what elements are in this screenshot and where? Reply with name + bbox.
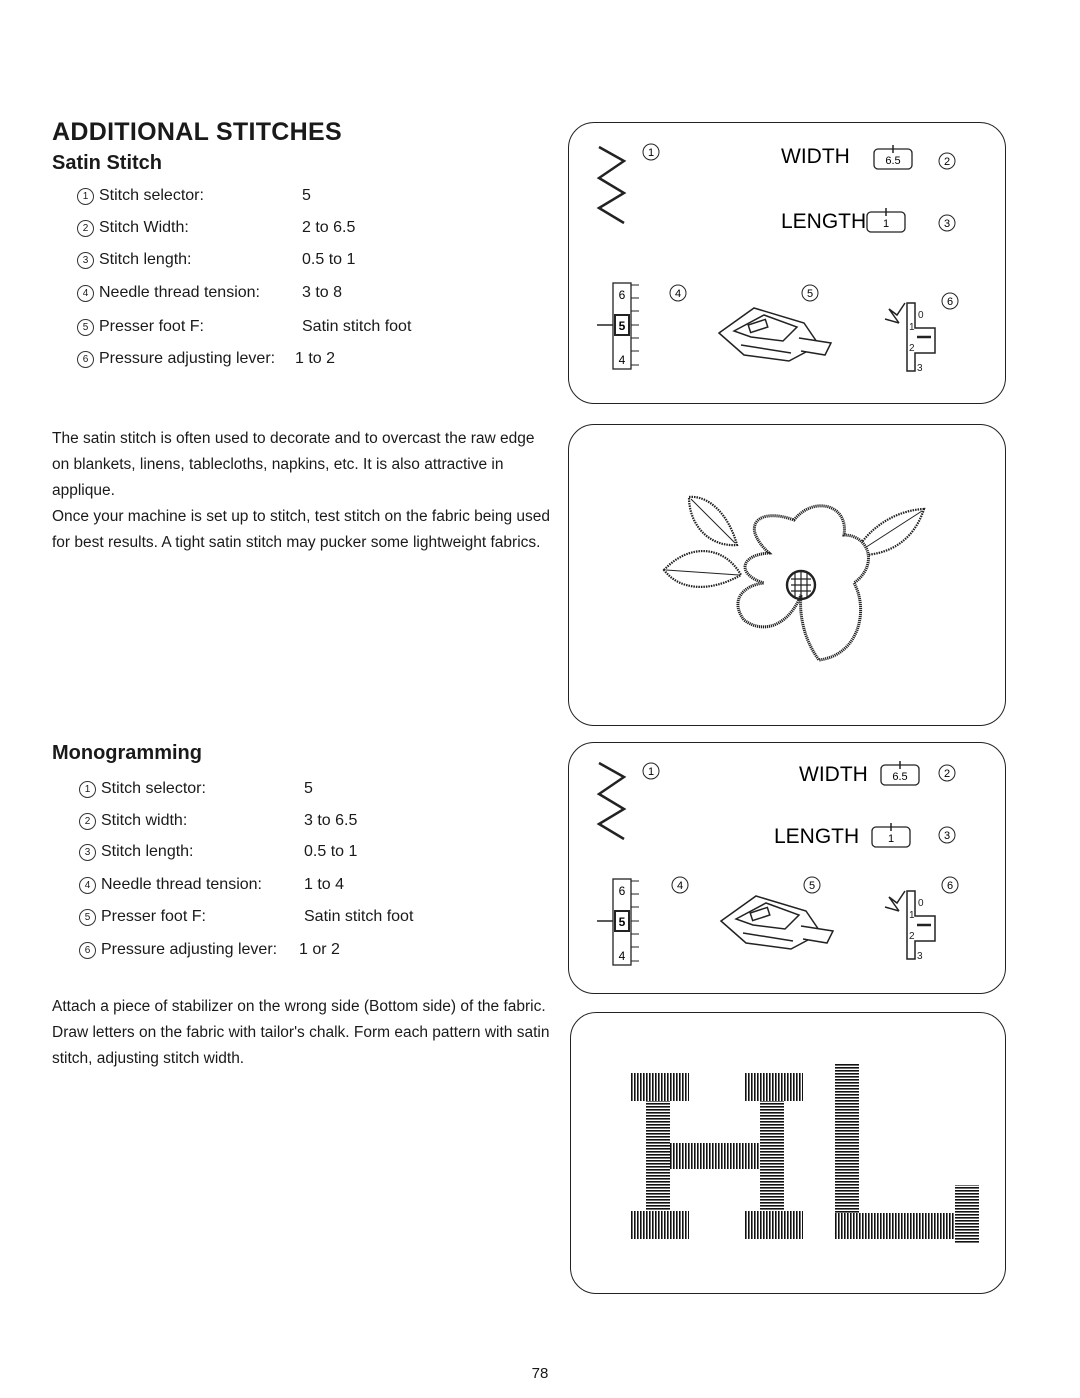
callout-number: 2 <box>77 220 94 237</box>
zigzag-stitch-icon <box>599 763 624 839</box>
width-dial-icon <box>874 145 912 169</box>
spec-label: Stitch length: <box>99 251 192 268</box>
pressure-lever-icon <box>885 891 935 962</box>
svg-text:0: 0 <box>918 898 924 909</box>
spec-label: Presser foot F: <box>99 318 204 335</box>
svg-text:4: 4 <box>618 353 626 367</box>
svg-text:5: 5 <box>806 288 814 300</box>
spec-label: Pressure adjusting lever: <box>99 350 276 367</box>
callout-number: 3 <box>77 252 94 269</box>
svg-text:0: 0 <box>918 310 924 321</box>
callout-6-icon <box>942 877 958 893</box>
svg-text:5: 5 <box>808 880 816 892</box>
length-dial-icon <box>867 208 905 232</box>
spec-label: Stitch selector: <box>101 780 206 797</box>
callout-4-icon <box>670 285 686 301</box>
callout-5-icon <box>804 877 820 893</box>
svg-text:5: 5 <box>618 319 626 333</box>
svg-text:2: 2 <box>909 931 915 942</box>
settings-diagram <box>569 743 1005 993</box>
callout-2-icon <box>939 765 955 781</box>
svg-text:6: 6 <box>618 288 626 302</box>
svg-text:6.5: 6.5 <box>885 155 901 167</box>
svg-text:3: 3 <box>943 218 951 230</box>
presser-foot-icon <box>719 308 831 361</box>
svg-text:1: 1 <box>882 218 890 230</box>
spec-label: Stitch length: <box>101 843 194 860</box>
satin-stitch-title: Satin Stitch <box>52 152 163 174</box>
spec-value: Satin stitch foot <box>302 318 412 335</box>
mono-settings-panel <box>568 742 1006 994</box>
svg-text:6.5: 6.5 <box>892 771 908 783</box>
spec-value: 1 to 2 <box>295 350 336 367</box>
letter-l <box>835 1063 979 1243</box>
callout-5-icon <box>802 285 818 301</box>
spec-value: 1 or 2 <box>299 941 340 958</box>
callout-number: 5 <box>79 909 96 926</box>
callout-1-icon <box>643 144 659 160</box>
width-label: WIDTH <box>799 763 868 786</box>
spec-label: Needle thread tension: <box>101 876 262 893</box>
svg-text:3: 3 <box>917 363 923 374</box>
callout-6-icon <box>942 293 958 309</box>
spec-value: 2 to 6.5 <box>302 219 356 236</box>
width-label: WIDTH <box>781 145 850 168</box>
svg-text:4: 4 <box>676 880 684 892</box>
callout-number: 4 <box>77 285 94 302</box>
svg-text:4: 4 <box>674 288 682 300</box>
paragraph: Once your machine is set up to stitch, test stitch on the fabric being used for best results. A tight satin stitch may pucker some lightweight fabrics. <box>52 508 550 551</box>
spec-value: Satin stitch foot <box>304 908 414 925</box>
flower-center <box>787 571 815 599</box>
callout-number: 2 <box>79 813 96 830</box>
paragraph: Draw letters on the fabric with tailor's chalk. Form each pattern with satin stitch, adjusting stitch width. <box>52 1024 550 1067</box>
page-heading: ADDITIONAL STITCHES <box>52 118 342 146</box>
callout-3-icon <box>939 827 955 843</box>
paragraph: Attach a piece of stabilizer on the wrong side (Bottom side) of the fabric. <box>52 998 546 1015</box>
svg-text:6: 6 <box>618 884 626 898</box>
width-dial-icon <box>881 761 919 785</box>
pressure-lever-icon <box>885 303 935 374</box>
length-label: LENGTH <box>781 210 867 233</box>
spec-value: 5 <box>304 780 313 797</box>
spec-label: Pressure adjusting lever: <box>101 941 278 958</box>
hl-monogram-illustration <box>571 1013 1005 1293</box>
svg-text:5: 5 <box>618 915 626 929</box>
spec-value: 5 <box>302 187 311 204</box>
satin-flower-illustration <box>569 425 1005 725</box>
spec-value: 3 to 8 <box>302 284 343 301</box>
callout-number: 1 <box>77 188 94 205</box>
flower-example-panel <box>568 424 1006 726</box>
svg-text:1: 1 <box>647 766 655 778</box>
svg-text:3: 3 <box>943 830 951 842</box>
callout-number: 1 <box>79 781 96 798</box>
petal-shapes <box>738 506 869 660</box>
callout-1-icon <box>643 763 659 779</box>
callout-4-icon <box>672 877 688 893</box>
callout-number: 4 <box>79 877 96 894</box>
letter-h <box>631 1073 803 1239</box>
callout-number: 3 <box>79 844 96 861</box>
svg-text:1: 1 <box>909 322 915 333</box>
paragraph: The satin stitch is often used to decorate and to overcast the raw edge on blankets, linens, tablecloths, napkins, etc. It is also attractive in applique. <box>52 430 535 499</box>
svg-text:4: 4 <box>618 949 626 963</box>
monogramming-title: Monogramming <box>52 742 202 764</box>
svg-text:6: 6 <box>946 880 954 892</box>
svg-text:2: 2 <box>943 156 951 168</box>
settings-diagram <box>569 123 1005 403</box>
page-number: 78 <box>531 1365 549 1382</box>
callout-number: 6 <box>77 351 94 368</box>
svg-text:2: 2 <box>943 768 951 780</box>
svg-text:1: 1 <box>909 910 915 921</box>
spec-label: Stitch Width: <box>99 219 189 236</box>
zigzag-stitch-icon <box>599 147 624 223</box>
spec-value: 0.5 to 1 <box>302 251 356 268</box>
callout-2-icon <box>939 153 955 169</box>
spec-value: 3 to 6.5 <box>304 812 358 829</box>
monogram-example-panel <box>570 1012 1006 1294</box>
spec-label: Presser foot F: <box>101 908 206 925</box>
spec-value: 0.5 to 1 <box>304 843 358 860</box>
spec-label: Stitch width: <box>101 812 188 829</box>
spec-label: Needle thread tension: <box>99 284 260 301</box>
svg-text:6: 6 <box>946 296 954 308</box>
mono-description <box>52 994 552 1072</box>
satin-settings-panel <box>568 122 1006 404</box>
satin-description <box>52 426 552 556</box>
callout-number: 5 <box>77 319 94 336</box>
callout-3-icon <box>939 215 955 231</box>
svg-text:1: 1 <box>887 833 895 845</box>
callout-number: 6 <box>79 942 96 959</box>
svg-text:3: 3 <box>917 951 923 962</box>
svg-text:2: 2 <box>909 343 915 354</box>
length-label: LENGTH <box>774 825 860 848</box>
satin-spec-list <box>77 186 477 376</box>
mono-spec-list <box>79 779 479 969</box>
tension-dial-icon <box>597 879 639 965</box>
tension-dial-icon <box>597 283 639 369</box>
spec-label: Stitch selector: <box>99 187 204 204</box>
length-dial-icon <box>872 823 910 847</box>
presser-foot-icon <box>721 896 833 949</box>
svg-text:1: 1 <box>647 147 655 159</box>
spec-value: 1 to 4 <box>304 876 345 893</box>
